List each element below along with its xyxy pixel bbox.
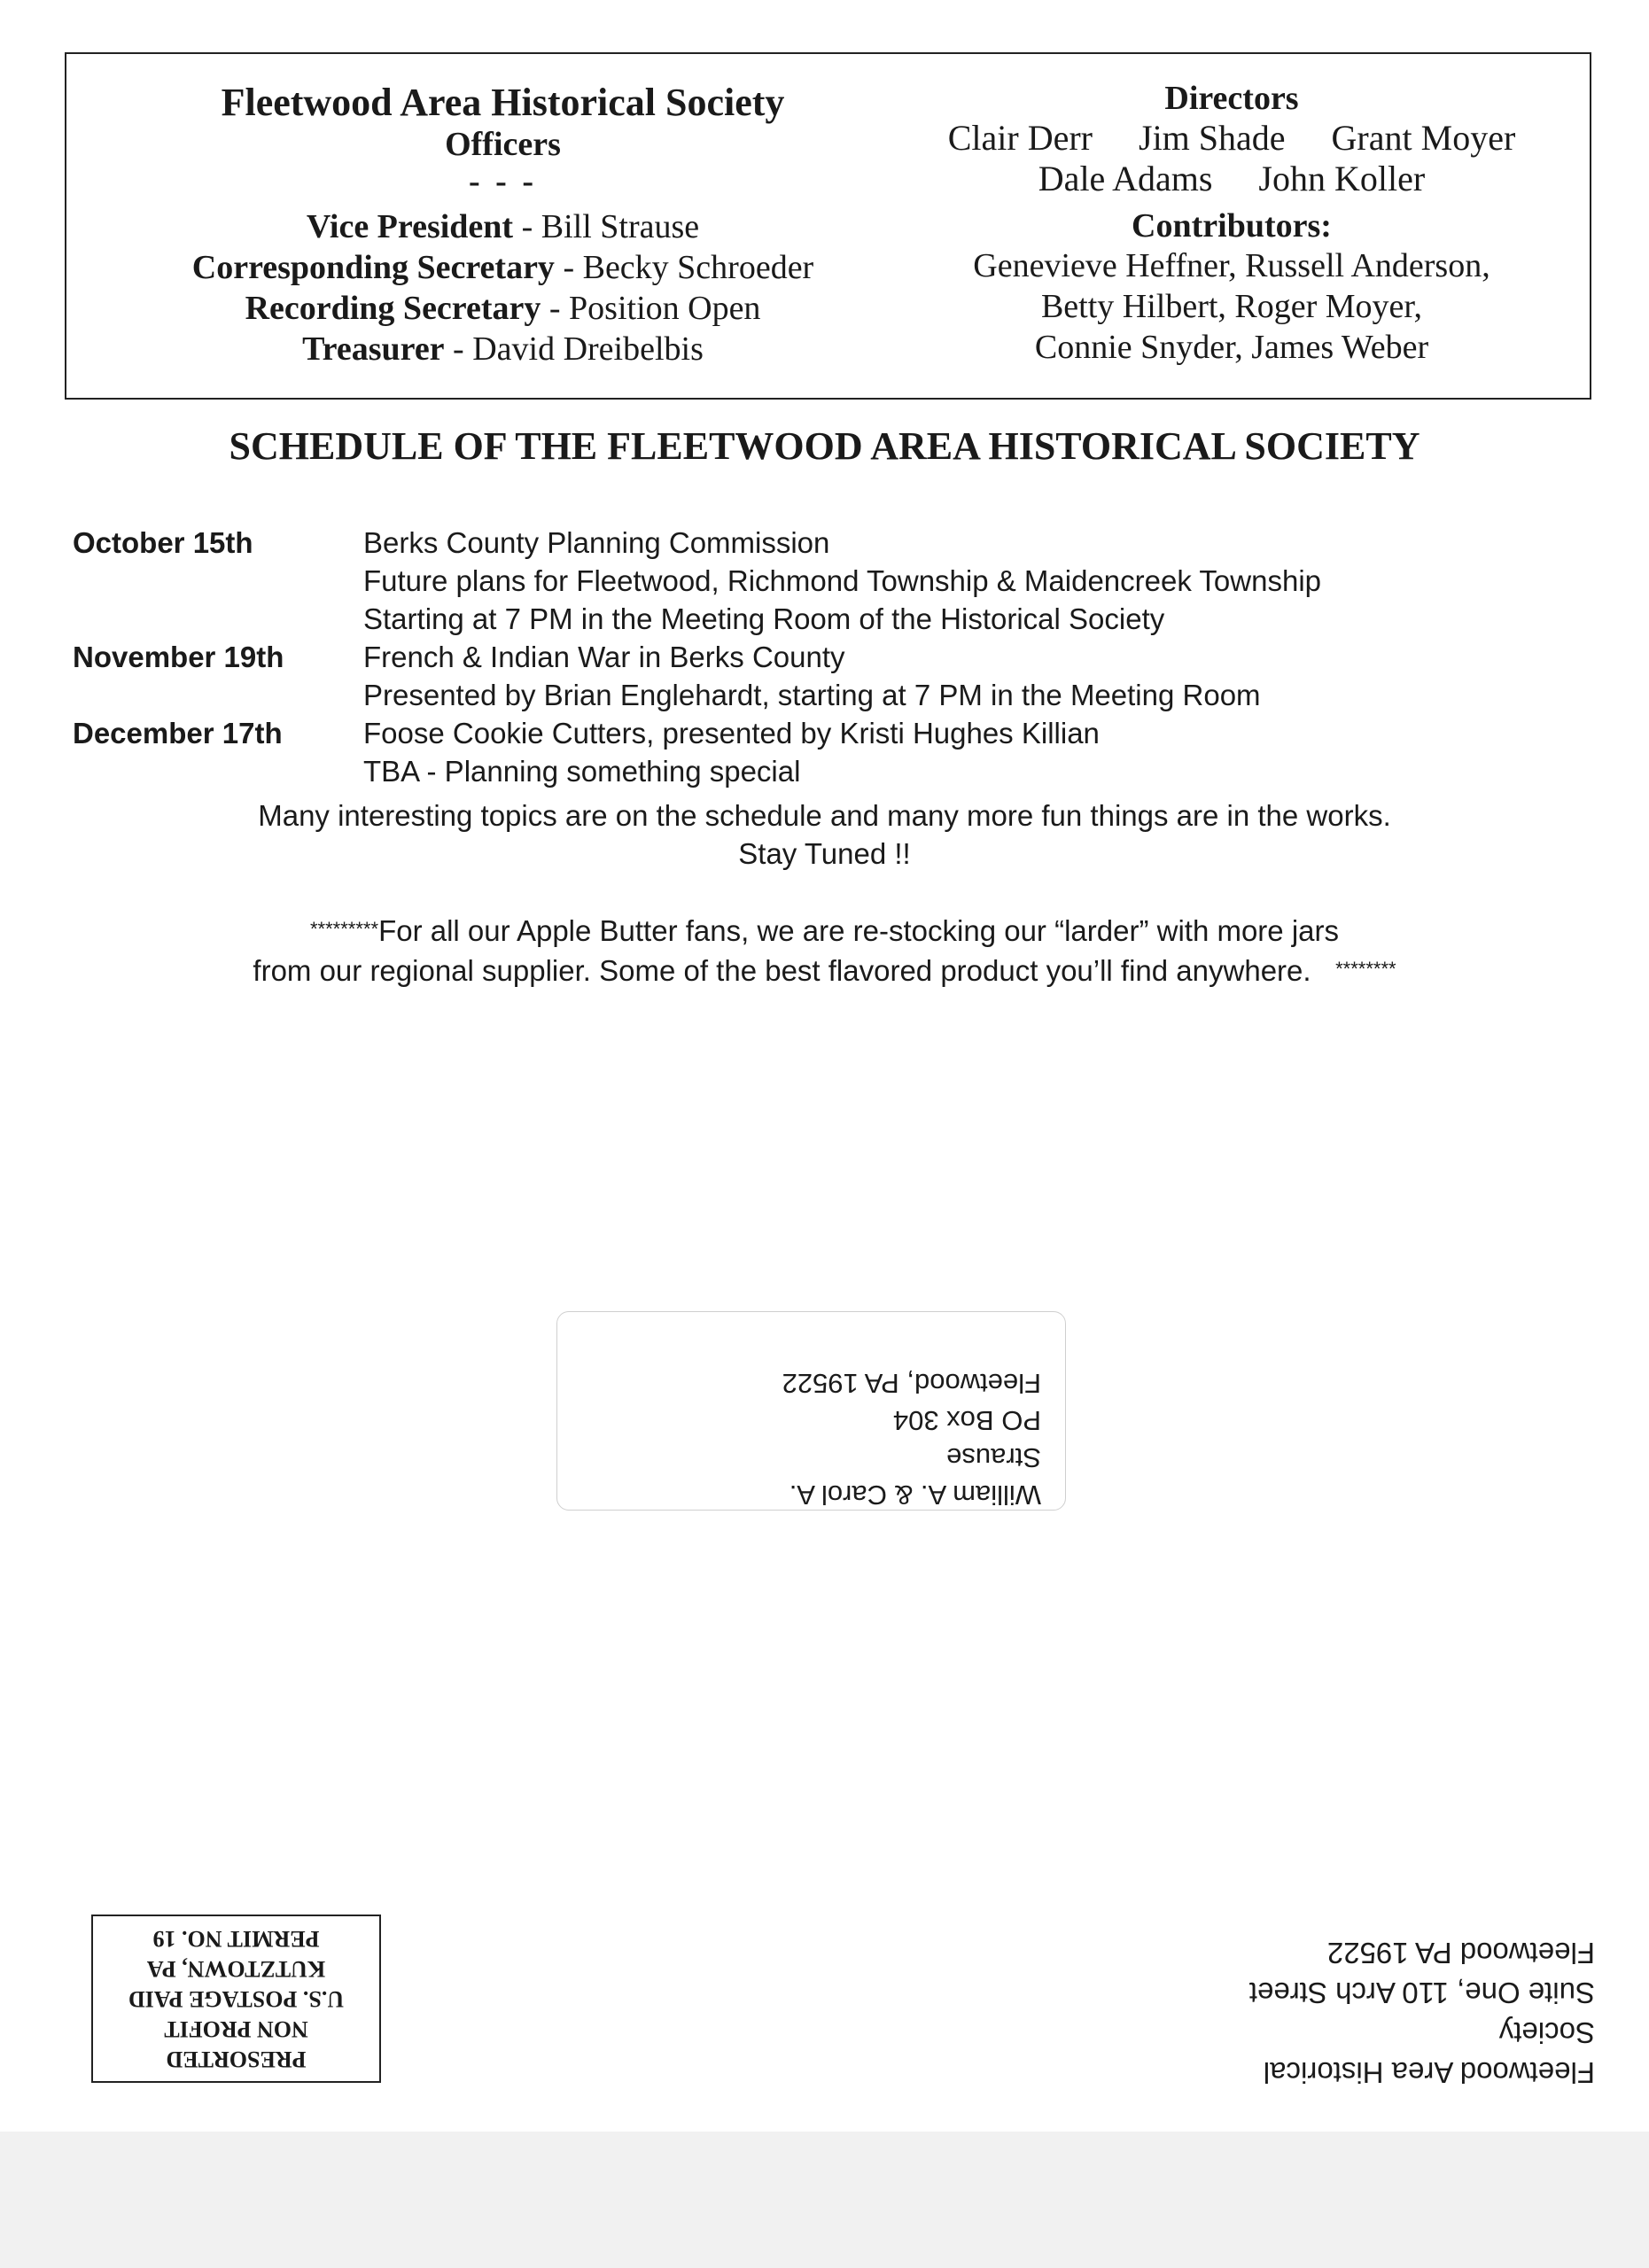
director-name: Grant Moyer — [1331, 118, 1516, 158]
event-details — [363, 638, 1579, 714]
return-address-line: Fleetwood Area Historical Society — [1263, 2016, 1595, 2089]
contributors-line: Genevieve Heffner, Russell Anderson, — [973, 247, 1490, 284]
directors-title: Directors — [1164, 80, 1299, 117]
officer-vice-president — [137, 206, 868, 247]
mailing-address-line: Fleetwood, PA 19522 — [782, 1368, 1041, 1399]
stars-left: ********* — [310, 918, 379, 940]
postage-permit-box — [91, 1915, 381, 2083]
event-line: Presented by Brian Englehardt, starting at 7 PM in the Meeting Room — [363, 679, 1261, 711]
event-date: December 17th — [73, 717, 283, 750]
return-address-line: Suite One, 110 Arch Street — [1248, 1977, 1595, 2009]
stars-right: ******** — [1335, 958, 1396, 980]
officers-title: Officers — [445, 126, 561, 163]
officer-role: Treasurer — [302, 330, 445, 368]
officer-dash: - — [541, 290, 570, 327]
director-name: Jim Shade — [1139, 118, 1286, 158]
contributors-line: Betty Hilbert, Roger Moyer, — [1040, 288, 1423, 325]
director-name: John Koller — [1258, 159, 1426, 198]
officers-separator: - - - — [469, 163, 537, 200]
officers-directors-box — [65, 52, 1591, 400]
mailing-address-line: William A. & Carol A. Strause — [789, 1442, 1041, 1511]
permit-line: NON PROFIT — [164, 2016, 308, 2042]
event-line: Berks County Planning Commission — [363, 526, 830, 559]
apple-butter-text: For all our Apple Butter fans, we are re-stocking our “larder” with more jars — [378, 914, 1339, 947]
event-line: TBA - Planning something special — [363, 755, 801, 788]
return-address-line: Fleetwood PA 19522 — [1326, 1937, 1595, 1969]
directors-section — [913, 79, 1551, 368]
event-line: Starting at 7 PM in the Meeting Room of the Historical Society — [363, 602, 1165, 635]
event-october — [73, 524, 1579, 638]
permit-line: U.S. POSTAGE PAID — [128, 1986, 345, 2012]
officer-corresponding-secretary — [137, 247, 868, 288]
contributors-title: Contributors: — [1132, 207, 1332, 245]
apple-butter-note-line-2 — [0, 950, 1649, 990]
officers-section — [137, 81, 868, 369]
officer-name: Becky Schroeder — [582, 249, 814, 286]
officer-treasurer — [137, 329, 868, 369]
event-details — [363, 714, 1579, 790]
officer-list — [137, 206, 868, 369]
officer-recording-secretary — [137, 288, 868, 329]
event-december — [73, 714, 1579, 790]
director-name: Clair Derr — [947, 118, 1093, 158]
page-bottom-edge — [0, 2132, 1649, 2268]
officer-role: Recording Secretary — [245, 290, 541, 327]
officer-dash: - — [513, 208, 541, 245]
event-line: Future plans for Fleetwood, Richmond Township & Maidencreek Township — [363, 564, 1322, 597]
permit-line: KUTZTOWN, PA — [146, 1956, 326, 1982]
postage-permit-text — [93, 1916, 379, 2081]
schedule-events — [73, 524, 1579, 790]
schedule-note: Many interesting topics are on the schedule and many more fun things are in the works. — [258, 799, 1391, 832]
apple-butter-note-line-1 — [0, 910, 1649, 950]
directors-row-2 — [913, 159, 1551, 199]
director-name: Dale Adams — [1038, 159, 1213, 198]
officer-dash: - — [554, 249, 583, 286]
officer-role: Corresponding Secretary — [191, 249, 555, 286]
stay-tuned-note: Stay Tuned !! — [738, 837, 911, 870]
officer-name: David Dreibelbis — [472, 330, 704, 368]
schedule-heading: SCHEDULE OF THE FLEETWOOD AREA HISTORICAL SOCIETY — [229, 424, 1420, 468]
officer-dash: - — [444, 330, 473, 368]
event-details — [363, 524, 1579, 638]
return-address — [1223, 1933, 1595, 2093]
event-line: Foose Cookie Cutters, presented by Kristi Hughes Killian — [363, 717, 1100, 750]
officer-name: Position Open — [569, 290, 761, 327]
event-date: November 19th — [73, 641, 284, 673]
mailing-address — [731, 1364, 1041, 1513]
permit-line: PRESORTED — [166, 2047, 307, 2072]
event-line: French & Indian War in Berks County — [363, 641, 845, 673]
event-date: October 15th — [73, 526, 253, 559]
organization-name: Fleetwood Area Historical Society — [221, 81, 785, 124]
event-november — [73, 638, 1579, 714]
officer-role: Vice President — [306, 208, 514, 245]
mailing-address-line: PO Box 304 — [892, 1405, 1041, 1436]
permit-line: PERMIT NO. 19 — [152, 1926, 320, 1952]
officer-name: Bill Strause — [541, 208, 700, 245]
directors-row-1 — [913, 118, 1551, 159]
apple-butter-text: from our regional supplier. Some of the best flavored product you’ll find anywhere. — [253, 954, 1311, 987]
contributors-line: Connie Snyder, James Weber — [1034, 329, 1429, 366]
